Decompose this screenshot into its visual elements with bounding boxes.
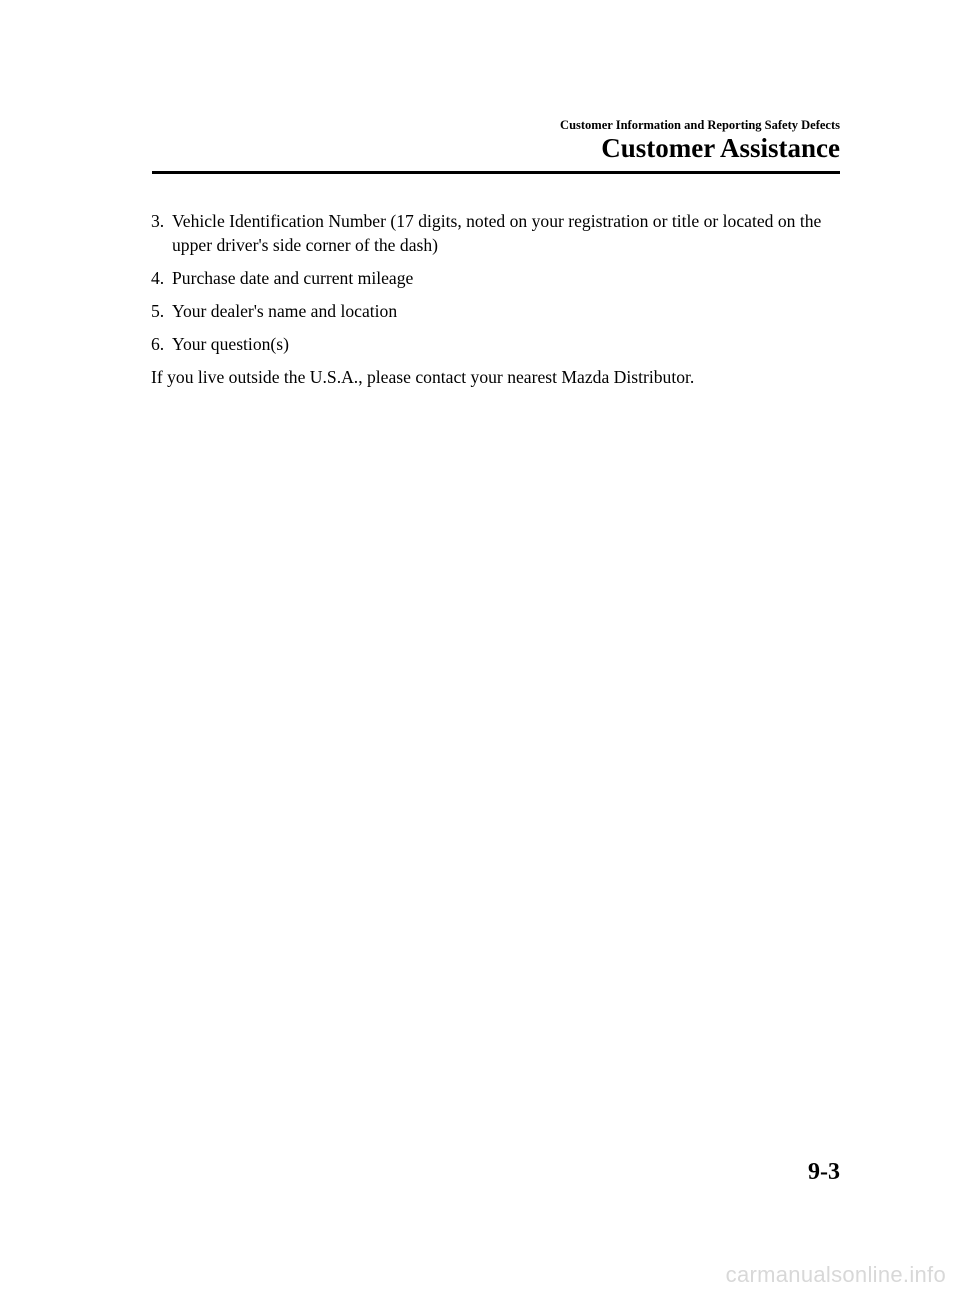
list-item bbox=[151, 332, 851, 356]
page-title: Customer Assistance bbox=[601, 133, 840, 163]
header-divider bbox=[152, 171, 840, 174]
list-item-text: Your dealer's name and location bbox=[172, 301, 398, 321]
list-item-number: 5. bbox=[151, 301, 165, 321]
list-item bbox=[151, 266, 851, 290]
list-item bbox=[151, 209, 851, 257]
page-number: 9-3 bbox=[808, 1159, 840, 1185]
list-item-number: 3. bbox=[151, 211, 165, 231]
list-item-number: 4. bbox=[151, 268, 165, 288]
watermark-text: carmanualsonline.info bbox=[725, 1262, 946, 1287]
list-item-text: Vehicle Identification Number (17 digits, noted on your registration or title or located on the upper driver's side corner of the dash) bbox=[172, 211, 822, 255]
closing-paragraph: If you live outside the U.S.A., please contact your nearest Mazda Distributor. bbox=[151, 367, 695, 387]
page-header bbox=[560, 118, 840, 163]
main-content bbox=[151, 209, 851, 389]
section-label: Customer Information and Reporting Safety Defects bbox=[560, 118, 840, 132]
list-item-text: Your question(s) bbox=[172, 334, 289, 354]
list-item-number: 6. bbox=[151, 334, 165, 354]
list-item-text: Purchase date and current mileage bbox=[172, 268, 414, 288]
list-item bbox=[151, 299, 851, 323]
